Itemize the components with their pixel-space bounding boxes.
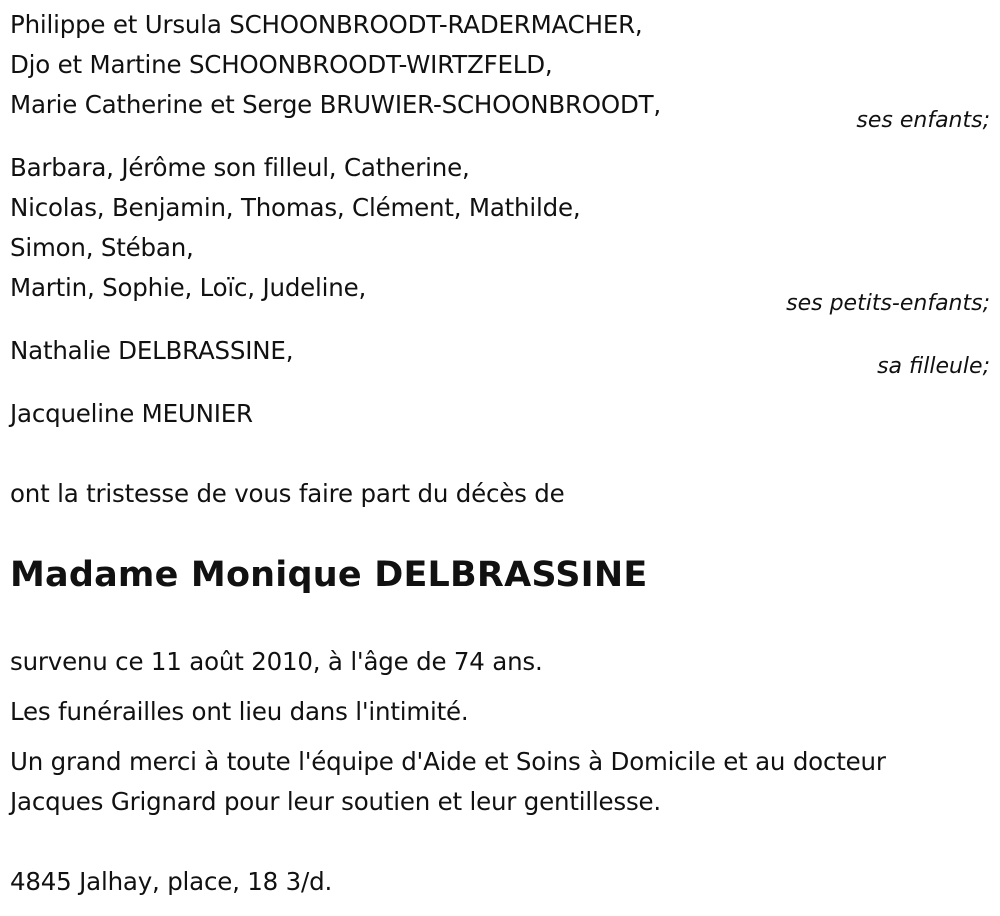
grandchildren-role: ses petits-enfants;	[786, 291, 990, 316]
thanks-line-2: Jacques Grignard pour leur soutien et leur gentillesse.	[10, 787, 662, 816]
grandchild-line: Simon, Stéban,	[10, 233, 194, 262]
goddaughter-group	[10, 331, 990, 379]
goddaughter-name: Nathalie DELBRASSINE,	[10, 336, 294, 365]
announcement-text: ont la tristesse de vous faire part du décès de	[10, 479, 565, 508]
children-role: ses enfants;	[856, 108, 990, 133]
grandchild-line: Barbara, Jérôme son filleul, Catherine,	[10, 153, 470, 182]
grandchild-line: Nicolas, Benjamin, Thomas, Clément, Mathilde,	[10, 193, 581, 222]
thanks-line-1: Un grand merci à toute l'équipe d'Aide et Soins à Domicile et au docteur	[10, 747, 886, 776]
child-line: Philippe et Ursula SCHOONBROODT-RADERMACHER,	[10, 10, 643, 39]
child-line: Marie Catherine et Serge BRUWIER-SCHOONBROODT,	[10, 90, 661, 119]
goddaughter-role: sa filleule;	[877, 354, 990, 379]
other-name: Jacqueline MEUNIER	[10, 399, 253, 428]
child-line: Djo et Martine SCHOONBROODT-WIRTZFELD,	[10, 50, 553, 79]
deceased-name: Madame Monique DELBRASSINE	[10, 555, 648, 595]
funeral-details: Les funérailles ont lieu dans l'intimité.	[10, 697, 469, 726]
children-group	[10, 5, 990, 133]
other-group	[10, 394, 990, 434]
grandchild-line: Martin, Sophie, Loïc, Judeline,	[10, 273, 367, 302]
death-details: survenu ce 11 août 2010, à l'âge de 74 ans.	[10, 647, 543, 676]
grandchildren-group	[10, 148, 990, 316]
address: 4845 Jalhay, place, 18 3/d.	[10, 867, 333, 896]
